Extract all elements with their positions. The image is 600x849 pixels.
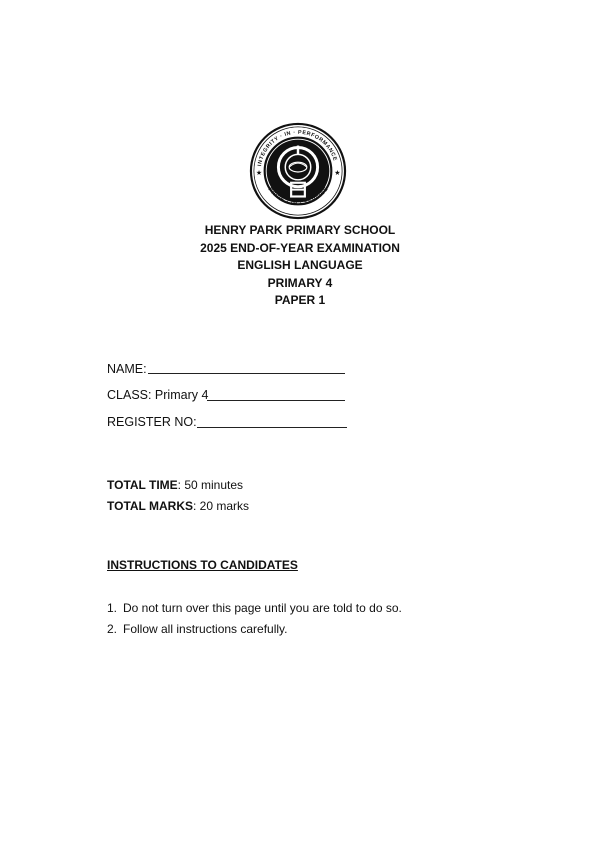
instructions-title: INSTRUCTIONS TO CANDIDATES <box>107 558 298 572</box>
instruction-item <box>107 598 402 619</box>
total-time-label: TOTAL TIME <box>107 478 178 492</box>
svg-text:PRIDE · IN · SERVICE: PRIDE · IN · SERVICE <box>266 186 330 207</box>
exam-header <box>0 222 600 310</box>
name-label: NAME: <box>107 362 147 376</box>
paper-title: PAPER 1 <box>274 293 326 307</box>
subject-title: ENGLISH LANGUAGE <box>237 258 363 272</box>
instructions-list <box>107 598 402 640</box>
instruction-number: 2. <box>107 622 118 636</box>
name-row <box>107 362 147 380</box>
class-label: CLASS: Primary 4 <box>107 388 209 402</box>
register-label: REGISTER NO: <box>107 415 197 429</box>
name-field[interactable] <box>148 373 345 374</box>
exam-title: 2025 END-OF-YEAR EXAMINATION <box>200 240 400 255</box>
exam-totals <box>107 475 249 517</box>
total-time-value: : 50 minutes <box>177 478 244 492</box>
svg-text:INTEGRITY · IN · PERFORMANCE: INTEGRITY · IN · PERFORMANCE <box>257 129 338 167</box>
total-marks-value: : 20 marks <box>193 499 250 513</box>
class-field[interactable] <box>207 400 345 401</box>
school-name: HENRY PARK PRIMARY SCHOOL <box>204 223 396 237</box>
register-field[interactable] <box>197 427 347 428</box>
total-marks-label: TOTAL MARKS <box>107 499 193 513</box>
instruction-number: 1. <box>107 601 118 615</box>
svg-text:★: ★ <box>334 169 341 177</box>
svg-text:★: ★ <box>255 169 263 177</box>
total-time-line <box>107 475 249 496</box>
school-crest-logo <box>249 122 347 220</box>
total-marks-line <box>107 496 249 517</box>
instruction-text: Do not turn over this page until you are told to do so. <box>123 601 402 615</box>
instruction-text: Follow all instructions carefully. <box>123 622 288 636</box>
instruction-item <box>107 619 402 640</box>
register-row <box>107 415 197 433</box>
level-title: PRIMARY 4 <box>267 275 333 290</box>
class-row <box>107 388 208 406</box>
